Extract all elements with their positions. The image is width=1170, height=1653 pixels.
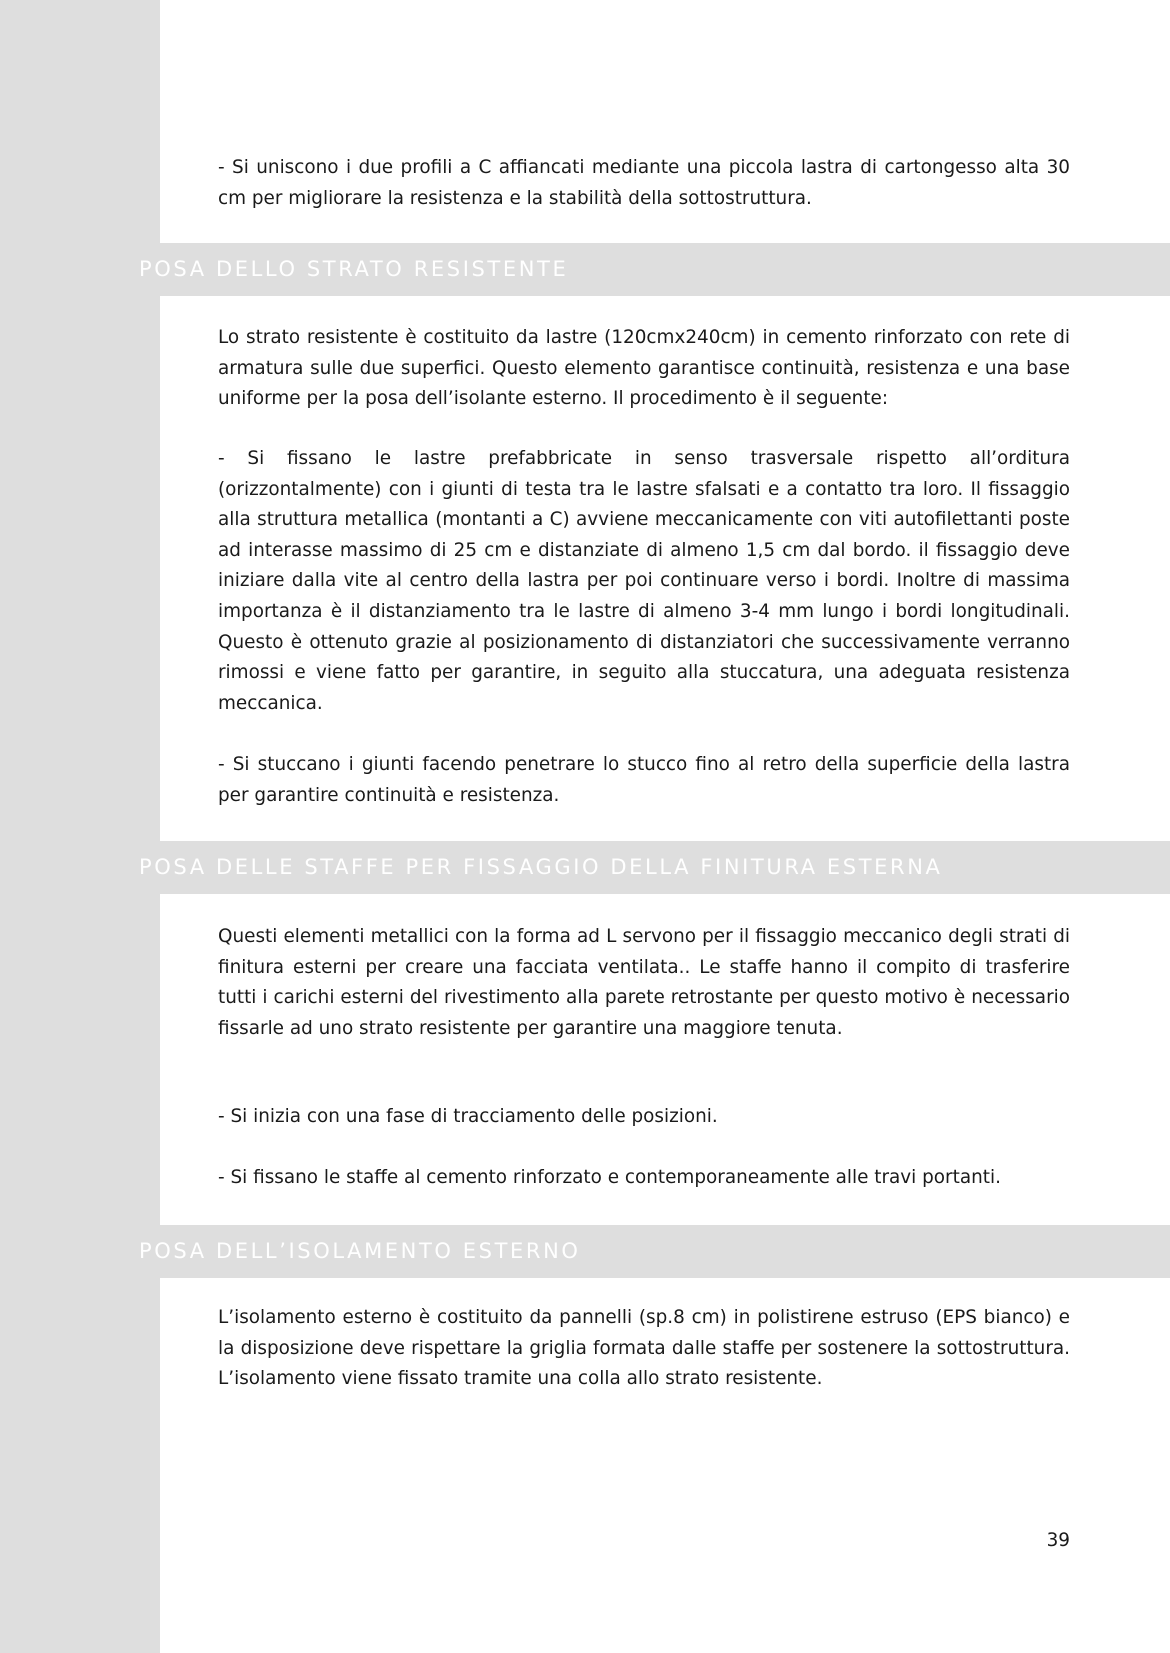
section-2-paragraph-1: Questi elementi metallici con la forma ad L servono per il fissaggio meccanico degli strati di finitura esterni per creare una facciata ventilata.. Le staffe hanno il compito di trasferire tutti i carichi esterni del rivestimento alla parete retrostante per questo motivo è necessario fissarle ad uno strato resistente per garantire una maggiore tenuta.	[218, 926, 1070, 1039]
section-heading-staffe: POSA DELLE STAFFE PER FISSAGGIO DELLA FINITURA ESTERNA	[139, 855, 943, 879]
section-band-staffe	[0, 841, 1170, 894]
intro-paragraph: - Si uniscono i due profili a C affiancati mediante una piccola lastra di cartongesso alta 30 cm per migliorare la resistenza e la stabilità della sottostruttura.	[218, 157, 1070, 209]
section-heading-strato-resistente: POSA DELLO STRATO RESISTENTE	[139, 257, 569, 281]
page-number: 39	[1046, 1530, 1070, 1551]
section-1-paragraph-2: - Si fissano le lastre prefabbricate in senso trasversale rispetto all’orditura (orizzontalmente) con i giunti di testa tra le lastre sfalsati e a contatto tra loro. Il fissaggio alla struttura metallica (montanti a C) avviene meccanicamente con viti autofilettanti poste ad interasse massimo di 25 cm e distanziate di almeno 1,5 cm dal bordo. il fissaggio deve iniziare dalla vite al centro della lastra per poi continuare verso i bordi. Inoltre di massima importanza è il distanziamento tra le lastre di almeno 3-4 mm lungo i bordi longitudinali. Questo è ottenuto grazie al posizionamento di distanziatori che successivamente verranno rimossi e viene fatto per garantire, in seguito alla stuccatura, una adeguata resistenza meccanica.	[218, 448, 1070, 714]
section-2-paragraph-2: - Si inizia con una fase di tracciamento delle posizioni.	[218, 1106, 718, 1127]
section-band-isolamento	[0, 1225, 1170, 1278]
section-heading-isolamento: POSA DELL’ISOLAMENTO ESTERNO	[139, 1239, 581, 1263]
section-band-strato-resistente	[0, 243, 1170, 296]
section-1-paragraph-1: Lo strato resistente è costituito da lastre (120cmx240cm) in cemento rinforzato con rete di armatura sulle due superfici. Questo elemento garantisce continuità, resistenza e una base uniforme per la posa dell’isolante esterno. Il procedimento è il seguente:	[218, 327, 1070, 410]
section-2-paragraph-3: - Si fissano le staffe al cemento rinforzato e contemporaneamente alle travi portanti.	[218, 1167, 1001, 1188]
section-3-paragraph-1: L’isolamento esterno è costituito da pannelli (sp.8 cm) in polistirene estruso (EPS bianco) e la disposizione deve rispettare la griglia formata dalle staffe per sostenere la sottostruttura. L’isolamento viene fissato tramite una colla allo strato resistente.	[218, 1307, 1070, 1390]
section-1-paragraph-3: - Si stuccano i giunti facendo penetrare lo stucco fino al retro della superficie della lastra per garantire continuità e resistenza.	[218, 754, 1070, 806]
